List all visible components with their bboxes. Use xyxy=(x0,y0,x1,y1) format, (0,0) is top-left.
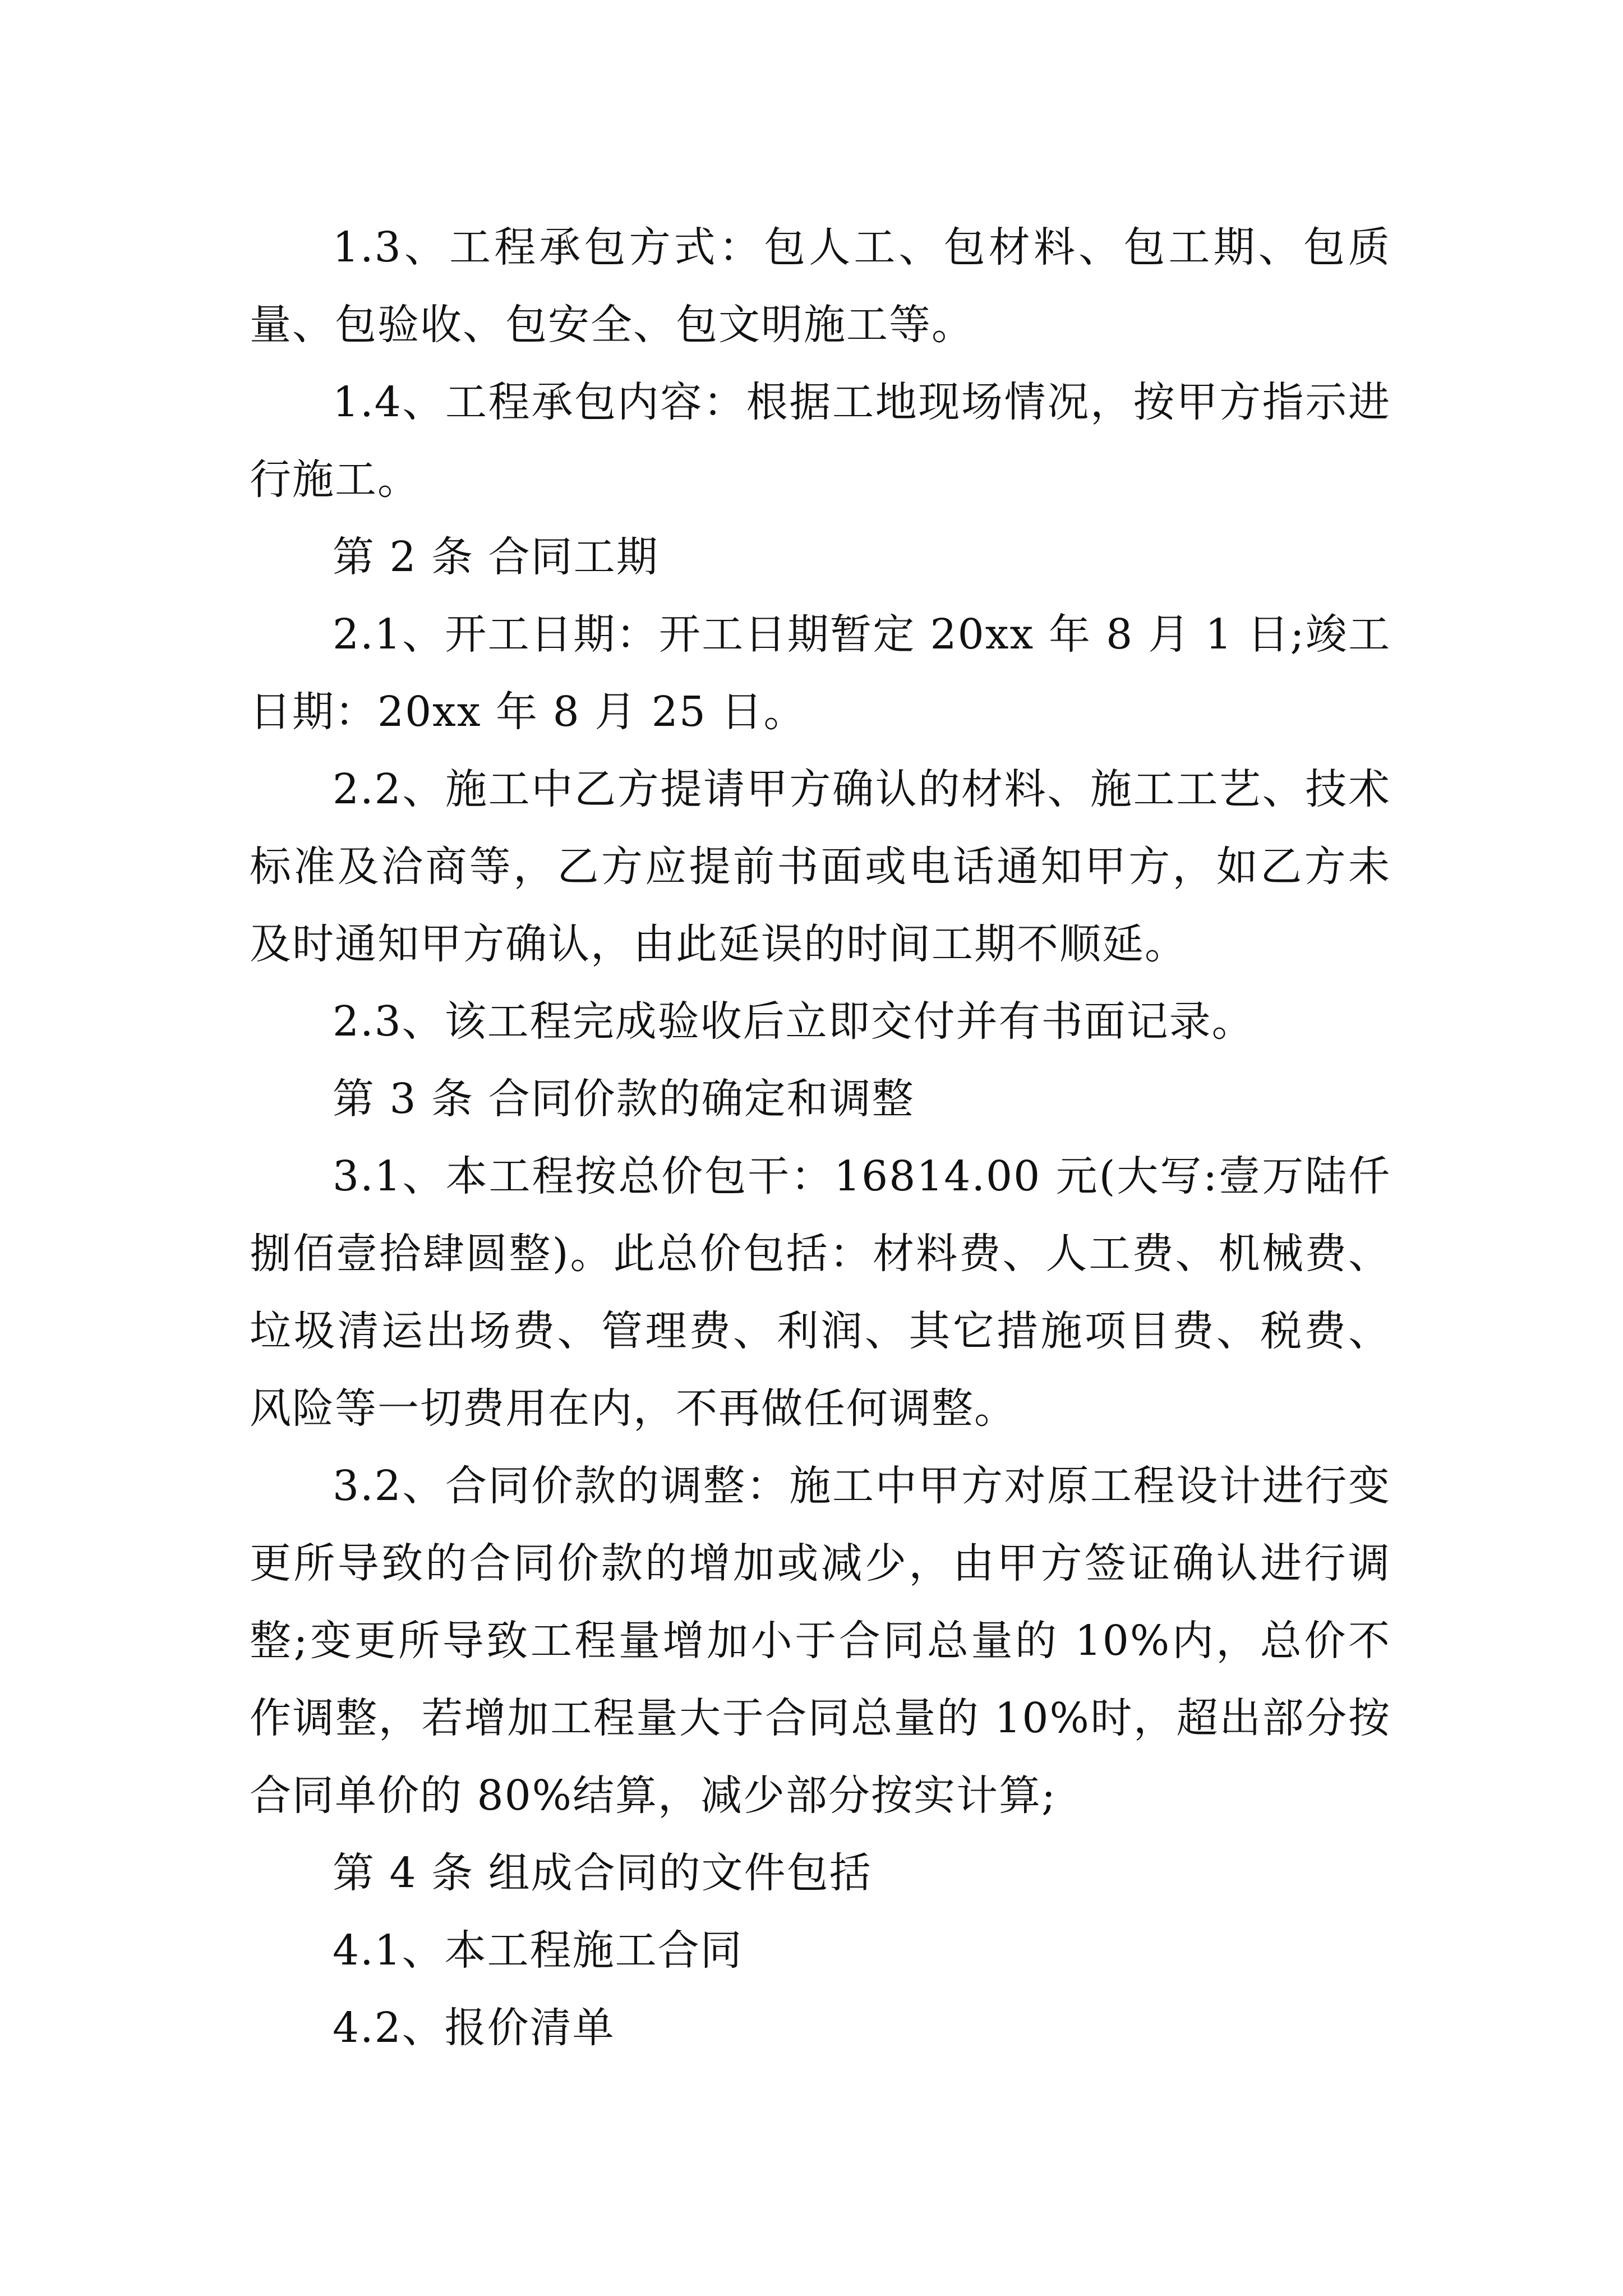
paragraph-2-3: 2.3、该工程完成验收后立即交付并有书面记录。 xyxy=(333,997,1255,1046)
paragraph-2-1: 2.1、开工日期：开工日期暂定 20xx 年 8 月 1 日;竣工日期：20xx 年 8 月 25 日。 xyxy=(250,610,1391,736)
article-2-heading: 第 2 条 合同工期 xyxy=(333,533,659,581)
paragraph-1-4: 1.4、工程承包内容：根据工地现场情况，按甲方指示进行施工。 xyxy=(250,378,1391,504)
paragraph-3-2: 3.2、合同价款的调整：施工中甲方对原工程设计进行变更所导致的合同价款的增加或减少，由甲方签证确认进行调整;变更所导致工程量增加小于合同总量的 10%内，总价不作调整，若增加工程量大于合同总量的 10%时，超出部分按合同单价的 80%结算，减少部分按实计算; xyxy=(250,1462,1391,1820)
paragraph-3-1: 3.1、本工程按总价包干：16814.00 元(大写:壹万陆仟捌佰壹拾肆圆整)。此总价包括：材料费、人工费、机械费、垃圾清运出场费、管理费、利润、其它措施项目费、税费、风险等一切费用在内，不再做任何调整。 xyxy=(250,1152,1391,1433)
document-body xyxy=(250,209,1391,2067)
article-4-heading: 第 4 条 组成合同的文件包括 xyxy=(333,1849,872,1897)
paragraph-2-2: 2.2、施工中乙方提请甲方确认的材料、施工工艺、技术标准及洽商等，乙方应提前书面或电话通知甲方，如乙方未及时通知甲方确认，由此延误的时间工期不顺延。 xyxy=(250,765,1391,968)
paragraph-4-2: 4.2、报价清单 xyxy=(333,2004,615,2052)
article-3-heading: 第 3 条 合同价款的确定和调整 xyxy=(333,1075,915,1123)
paragraph-4-1: 4.1、本工程施工合同 xyxy=(333,1926,743,1975)
paragraph-1-3: 1.3、工程承包方式：包人工、包材料、包工期、包质量、包验收、包安全、包文明施工等。 xyxy=(250,223,1391,349)
